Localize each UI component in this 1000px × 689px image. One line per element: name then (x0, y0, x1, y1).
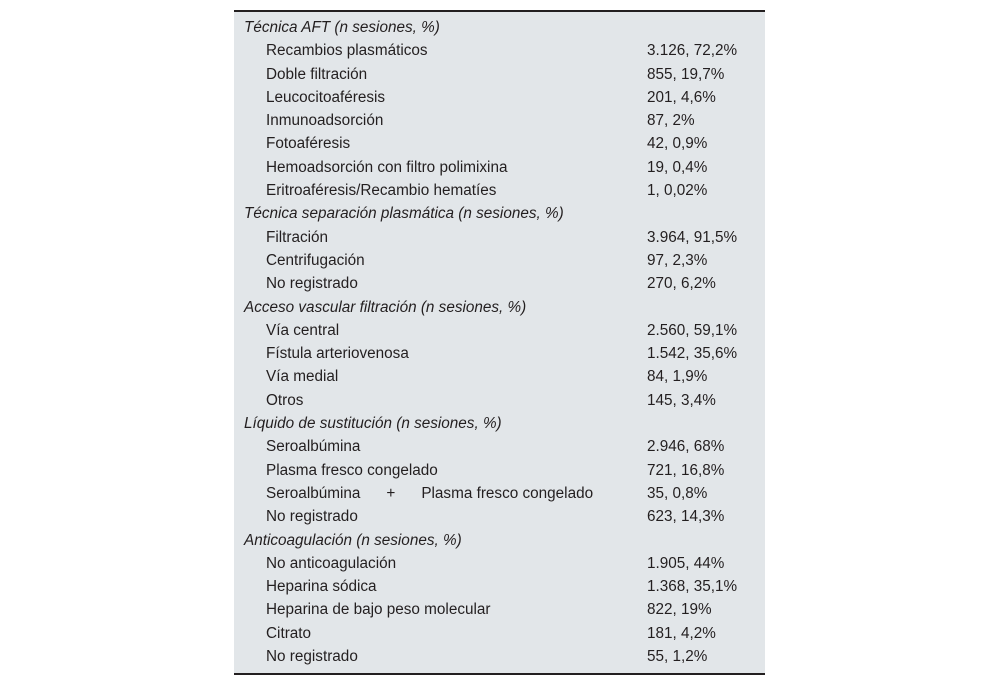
table-row (234, 319, 775, 342)
row-value: 623, 14,3% (647, 508, 725, 526)
statistics-table (234, 16, 775, 668)
table-body (234, 16, 775, 668)
table-body-panel (234, 12, 765, 673)
row-value: 84, 1,9% (647, 368, 708, 386)
table-row (234, 505, 775, 528)
section-heading-value (647, 529, 775, 552)
row-value: 721, 16,8% (647, 461, 725, 479)
row-label: Seroalbúmina (266, 438, 361, 456)
table-row (234, 179, 775, 202)
row-label-part-1: Seroalbúmina (266, 484, 361, 502)
row-label-part-2: Plasma fresco congelado (421, 484, 594, 502)
table-row (234, 365, 775, 388)
row-label: Centrifugación (266, 251, 365, 269)
row-label: No anticoagulación (266, 554, 397, 572)
row-value: 42, 0,9% (647, 135, 708, 153)
row-value: 2.560, 59,1% (647, 321, 738, 339)
row-value: 35, 0,8% (647, 484, 708, 502)
row-value: 2.946, 68% (647, 438, 725, 456)
table-row (234, 342, 775, 365)
table-section-heading-row (234, 529, 775, 552)
row-label: Heparina de bajo peso molecular (266, 601, 491, 619)
row-label: Hemoadsorción con filtro polimixina (266, 158, 508, 176)
section-heading-label: Técnica AFT (n sesiones, %) (244, 19, 440, 36)
section-heading-label: Líquido de sustitución (n sesiones, %) (244, 415, 502, 433)
table-row (234, 622, 775, 645)
table-bottom-rule (234, 673, 765, 675)
row-value: 3.126, 72,2% (647, 42, 738, 60)
table-row (234, 575, 775, 598)
statistics-table-container (234, 10, 765, 675)
row-label: Inmunoadsorción (266, 112, 384, 130)
row-label: Vía medial (266, 368, 339, 386)
section-heading-label: Anticoagulación (n sesiones, %) (244, 531, 462, 549)
table-row (234, 156, 775, 179)
section-heading-label: Técnica separación plasmática (n sesiones, %) (244, 205, 564, 223)
row-label (234, 482, 647, 505)
table-row (234, 389, 775, 412)
row-label: No registrado (266, 648, 358, 666)
row-value: 855, 19,7% (647, 65, 725, 83)
table-row (234, 645, 775, 668)
row-label: Fístula arteriovenosa (266, 345, 409, 363)
table-row (234, 482, 775, 505)
section-heading-value (647, 202, 775, 225)
section-heading-value (647, 16, 775, 39)
row-value: 87, 2% (647, 112, 695, 130)
row-label: Citrato (266, 624, 312, 642)
row-value: 1.368, 35,1% (647, 578, 738, 596)
table-section-heading-row (234, 412, 775, 435)
table-row (234, 552, 775, 575)
row-label: No registrado (266, 508, 358, 526)
table-row (234, 39, 775, 62)
row-value: 201, 4,6% (647, 88, 716, 106)
row-label: Plasma fresco congelado (266, 461, 438, 479)
row-label: No registrado (266, 275, 358, 293)
row-label: Fotoaféresis (266, 135, 351, 153)
row-label: Leucocitoaféresis (266, 88, 386, 106)
table-section-heading-row (234, 202, 775, 225)
row-value: 181, 4,2% (647, 624, 716, 642)
table-row (234, 598, 775, 621)
row-value: 1.542, 35,6% (647, 345, 738, 363)
row-value: 3.964, 91,5% (647, 228, 738, 246)
table-row (234, 132, 775, 155)
row-label: Eritroaféresis/Recambio hematíes (266, 182, 497, 200)
section-heading-value (647, 296, 775, 319)
table-row (234, 63, 775, 86)
row-label: Filtración (266, 228, 329, 246)
row-value: 822, 19% (647, 601, 712, 619)
row-value: 1.905, 44% (647, 554, 725, 572)
row-label: Heparina sódica (266, 578, 377, 596)
row-label: Recambios plasmáticos (266, 42, 428, 60)
row-value: 270, 6,2% (647, 275, 716, 293)
table-section-heading-row (234, 16, 775, 39)
section-heading-value (647, 412, 775, 435)
row-value: 145, 3,4% (647, 391, 716, 409)
row-value: 55, 1,2% (647, 648, 708, 666)
table-row (234, 226, 775, 249)
row-value: 1, 0,02% (647, 182, 708, 200)
section-heading-label: Acceso vascular filtración (n sesiones, %) (244, 298, 527, 316)
table-row (234, 86, 775, 109)
row-label: Doble filtración (266, 65, 368, 83)
table-row (234, 109, 775, 132)
row-label: Vía central (266, 321, 340, 339)
row-value: 97, 2,3% (647, 251, 708, 269)
table-row (234, 459, 775, 482)
row-label-separator: + (386, 484, 396, 502)
table-row (234, 272, 775, 295)
table-section-heading-row (234, 296, 775, 319)
row-value: 19, 0,4% (647, 158, 708, 176)
row-label: Otros (266, 391, 304, 409)
table-row (234, 249, 775, 272)
table-row (234, 435, 775, 458)
